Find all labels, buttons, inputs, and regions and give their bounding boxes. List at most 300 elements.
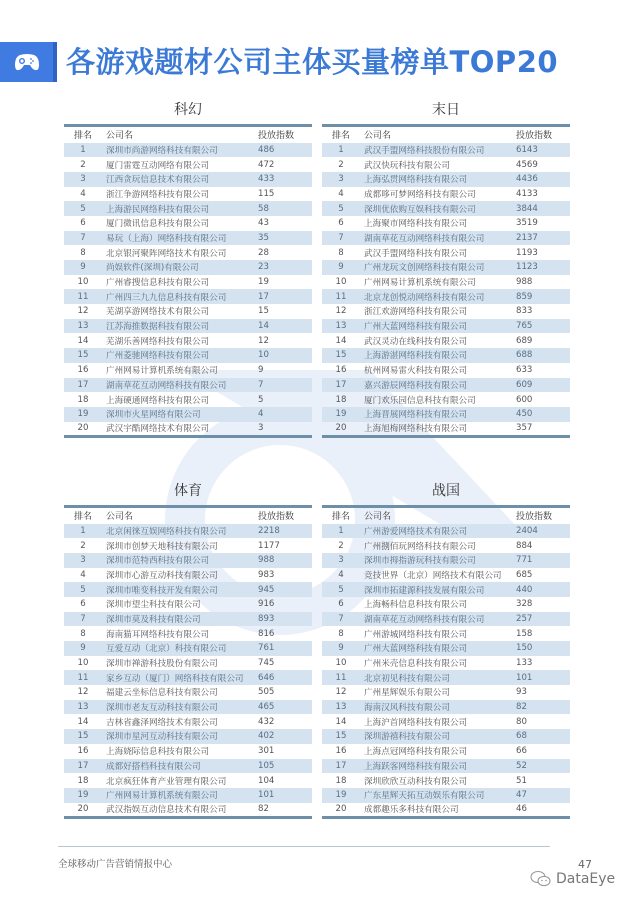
table-row [64, 392, 312, 407]
table-row [64, 538, 312, 553]
table-row [64, 348, 312, 363]
rank-cell: 12 [77, 306, 89, 317]
table-row [322, 524, 570, 539]
index-cell: 505 [258, 687, 275, 698]
table-row [322, 670, 570, 685]
index-cell: 884 [516, 540, 533, 551]
column-header-company: 公司名 [364, 512, 392, 523]
index-cell: 5 [258, 394, 264, 405]
rank-cell: 19 [64, 407, 102, 422]
panel-title: 战国 [432, 483, 460, 499]
table-row [322, 568, 570, 583]
rank-cell: 11 [322, 289, 360, 304]
company-cell: 广州四三九九信息科技有限公司 [102, 289, 254, 304]
index-cell: 23 [254, 260, 312, 275]
table-row [64, 304, 312, 319]
table-row [64, 656, 312, 671]
company-cell: 芜湖乐善网络科技有限公司 [106, 336, 210, 347]
company-cell: 杭州网易雷火科技有限公司 [364, 366, 468, 377]
index-cell: 9 [258, 365, 264, 376]
rank-cell: 11 [322, 670, 360, 685]
table-row [64, 363, 312, 378]
rank-cell: 9 [64, 260, 102, 275]
rank-cell: 10 [335, 658, 347, 669]
table-row [322, 759, 570, 774]
table-row [64, 685, 312, 700]
table-row [64, 260, 312, 275]
rank-cell: 13 [322, 700, 360, 715]
table-row [322, 143, 570, 158]
index-cell: 105 [254, 759, 312, 774]
company-cell: 厦门雷霆互动网络有限公司 [106, 160, 210, 171]
company-cell: 竞技世界（北京）网络技术有限公司 [364, 570, 502, 581]
table-row [64, 641, 312, 656]
table-row [322, 201, 570, 216]
rank-cell: 12 [77, 687, 89, 698]
rank-cell: 14 [77, 716, 89, 727]
index-cell: 761 [254, 641, 312, 656]
table-row [322, 407, 570, 422]
rank-cell: 4 [338, 188, 344, 199]
index-cell: 7 [254, 378, 312, 393]
rank-cell: 5 [64, 582, 102, 597]
company-cell: 上海聚市网络科技有限公司 [364, 219, 468, 230]
index-cell: 58 [254, 201, 312, 216]
company-cell: 武汉手盟网络科技有限公司 [364, 248, 468, 259]
company-cell: 浙江争游网络科技有限公司 [106, 189, 210, 200]
index-cell: 1123 [512, 260, 570, 275]
company-cell: 深圳市莫及科技有限公司 [102, 612, 254, 627]
rank-cell: 3 [64, 172, 102, 187]
index-cell: 402 [254, 729, 312, 744]
rank-cell: 20 [335, 423, 347, 434]
table-row [64, 157, 312, 172]
table-row [322, 553, 570, 568]
rank-cell: 1 [322, 143, 360, 158]
company-cell: 深圳市星河互动科技有限公司 [102, 729, 254, 744]
rank-cell: 9 [64, 641, 102, 656]
rank-cell: 6 [338, 599, 344, 610]
rank-cell: 16 [335, 365, 347, 376]
table-row [64, 524, 312, 539]
rank-cell: 2 [338, 159, 344, 170]
panel-title: 科幻 [174, 102, 202, 118]
rank-cell: 15 [322, 348, 360, 363]
company-cell: 广州捌佰玩网络科技有限公司 [364, 541, 476, 552]
index-cell: 4133 [516, 188, 538, 199]
rank-cell: 10 [77, 658, 89, 669]
table-row [322, 216, 570, 231]
index-cell: 1177 [258, 540, 280, 551]
table-row [322, 260, 570, 275]
index-cell: 52 [512, 759, 570, 774]
ranking-table [64, 505, 312, 819]
company-cell: 互爱互动（北京）科技有限公司 [102, 641, 254, 656]
company-cell: 深圳市火星网络有限公司 [102, 407, 254, 422]
rank-cell: 12 [335, 306, 347, 317]
company-cell: 深圳市尚游网络科技有限公司 [102, 143, 254, 158]
index-cell: 115 [258, 188, 275, 199]
company-cell: 深圳市唯变科技开发有限公司 [102, 582, 254, 597]
company-cell: 福建云坐标信息科技有限公司 [106, 688, 218, 699]
company-cell: 深圳市老友互动科技有限公司 [102, 700, 254, 715]
rank-cell: 6 [80, 599, 86, 610]
index-cell: 988 [254, 553, 312, 568]
table-row [322, 319, 570, 334]
gamepad-icon [14, 52, 40, 72]
company-cell: 厦门欢乐园信息科技有限公司 [364, 395, 476, 406]
rank-cell: 7 [322, 612, 360, 627]
rank-cell: 5 [64, 201, 102, 216]
index-cell: 486 [254, 143, 312, 158]
rank-cell: 7 [64, 231, 102, 246]
ranking-panel-doomsday [322, 100, 570, 438]
index-cell: 893 [254, 612, 312, 627]
column-header-rank: 排名 [331, 512, 350, 523]
company-cell: 广州龙玩文创网络科技有限公司 [360, 260, 512, 275]
company-cell: 深圳市望尘科技有限公司 [106, 600, 201, 611]
table-row [64, 700, 312, 715]
company-cell: 上海游民网络科技有限公司 [102, 201, 254, 216]
company-cell: 尚娱软件(深圳)有限公司 [102, 260, 254, 275]
table-row [322, 245, 570, 260]
rank-cell: 16 [335, 746, 347, 757]
rank-cell: 16 [77, 746, 89, 757]
index-cell: 688 [512, 348, 570, 363]
index-cell: 15 [258, 306, 269, 317]
ranking-panel-scifi [64, 100, 312, 438]
page-header [0, 42, 640, 82]
ranking-panel-warring_states [322, 481, 570, 819]
index-cell: 66 [516, 746, 527, 757]
table-row [322, 729, 570, 744]
table-row [322, 172, 570, 187]
page-number: 47 [578, 858, 592, 871]
company-cell: 海南猫耳网络科技有限公司 [106, 629, 210, 640]
index-cell: 1193 [516, 247, 538, 258]
index-cell: 983 [258, 569, 275, 580]
rank-cell: 20 [335, 804, 347, 815]
ranking-panel-sports [64, 481, 312, 819]
company-cell: 芜湖享游网络技术有限公司 [106, 307, 210, 318]
table-row [322, 612, 570, 627]
company-cell: 海南汉风科技有限公司 [360, 700, 512, 715]
rank-cell: 13 [64, 319, 102, 334]
footer-source: 全球移动广告营销情报中心 [58, 859, 173, 870]
ranking-table [322, 124, 570, 438]
index-cell: 988 [516, 277, 533, 288]
column-header-company: 公司名 [106, 131, 134, 142]
company-cell: 湖南草花互动网络科技有限公司 [102, 378, 254, 393]
rank-cell: 19 [322, 788, 360, 803]
company-cell: 深圳市创梦天地科技有限公司 [106, 541, 218, 552]
company-cell: 武汉手盟网络科技股份有限公司 [360, 143, 512, 158]
column-header-index: 投放指数 [516, 512, 553, 523]
company-cell: 北京龙创悦动网络科技有限公司 [360, 289, 512, 304]
table-row [64, 568, 312, 583]
table-row [64, 216, 312, 231]
rank-cell: 2 [80, 540, 86, 551]
rank-cell: 4 [338, 569, 344, 580]
index-cell: 68 [512, 729, 570, 744]
index-cell: 12 [258, 335, 269, 346]
table-row [322, 641, 570, 656]
company-cell: 成都哆可梦网络科技有限公司 [364, 189, 476, 200]
table-row [64, 289, 312, 304]
company-cell: 湖南草花互动网络科技有限公司 [360, 612, 512, 627]
table-row [64, 788, 312, 803]
company-cell: 北京初见科技有限公司 [360, 670, 512, 685]
rank-cell: 8 [338, 628, 344, 639]
rank-cell: 20 [77, 804, 89, 815]
rank-cell: 15 [322, 729, 360, 744]
column-header-rank: 排名 [331, 131, 350, 142]
company-cell: 吉林省鑫泽网络技术有限公司 [106, 717, 218, 728]
index-cell: 82 [258, 804, 269, 815]
table-header-row [322, 507, 570, 524]
index-cell: 80 [516, 716, 527, 727]
table-row [64, 729, 312, 744]
index-cell: 945 [254, 582, 312, 597]
company-cell: 广州睿搜信息科技有限公司 [106, 278, 210, 289]
index-cell: 357 [516, 423, 533, 434]
table-header-row [322, 126, 570, 143]
index-cell: 328 [516, 599, 533, 610]
company-cell: 深圳市拇指游玩科技有限公司 [360, 553, 512, 568]
rank-cell: 14 [335, 335, 347, 346]
index-cell: 101 [512, 670, 570, 685]
table-row [322, 378, 570, 393]
rank-cell: 8 [80, 628, 86, 639]
table-row [322, 744, 570, 759]
table-row [322, 333, 570, 348]
company-cell: 广州游城网络科技有限公司 [364, 629, 468, 640]
rank-cell: 18 [335, 394, 347, 405]
index-cell: 3519 [516, 218, 538, 229]
table-row [322, 187, 570, 202]
index-cell: 440 [512, 582, 570, 597]
index-cell: 433 [254, 172, 312, 187]
index-cell: 101 [254, 788, 312, 803]
index-cell: 771 [512, 553, 570, 568]
company-cell: 广州网易计算机系统有限公司 [106, 366, 218, 377]
company-cell: 深圳市范特西科技有限公司 [102, 553, 254, 568]
table-row [64, 714, 312, 729]
index-cell: 646 [254, 670, 312, 685]
company-cell: 广州菱驰网络科技有限公司 [102, 348, 254, 363]
rank-cell: 7 [64, 612, 102, 627]
ranking-table [322, 505, 570, 819]
company-cell: 易玩（上海）网络科技有限公司 [102, 231, 254, 246]
table-row [322, 788, 570, 803]
table-row [322, 157, 570, 172]
brand-name: DataEye [556, 871, 616, 887]
table-row [322, 656, 570, 671]
company-cell: 成都趣乐多科技有限公司 [364, 805, 459, 816]
index-cell: 833 [516, 306, 533, 317]
rank-cell: 17 [322, 378, 360, 393]
footer-divider [58, 846, 550, 847]
table-row [64, 201, 312, 216]
rank-cell: 19 [64, 788, 102, 803]
table-row [322, 392, 570, 407]
rank-cell: 1 [64, 524, 102, 539]
index-cell: 600 [516, 394, 533, 405]
rank-cell: 1 [322, 524, 360, 539]
rank-cell: 17 [64, 759, 102, 774]
rank-cell: 7 [322, 231, 360, 246]
index-cell: 301 [258, 746, 275, 757]
rank-cell: 15 [64, 729, 102, 744]
company-cell: 广州米壳信息科技有限公司 [364, 659, 468, 670]
company-cell: 家乡互动（厦门）网络科技有限公司 [102, 670, 254, 685]
index-cell: 3844 [512, 201, 570, 216]
table-row [64, 582, 312, 597]
rank-cell: 6 [80, 218, 86, 229]
index-cell: 859 [512, 289, 570, 304]
index-cell: 432 [258, 716, 275, 727]
index-cell: 43 [258, 218, 269, 229]
index-cell: 609 [512, 378, 570, 393]
table-row [64, 612, 312, 627]
table-row [64, 319, 312, 334]
index-cell: 765 [512, 319, 570, 334]
company-cell: 深圳优依购互娱科技有限公司 [360, 201, 512, 216]
rank-cell: 9 [322, 641, 360, 656]
table-row [322, 275, 570, 290]
company-cell: 成都好搭档科技有限公司 [102, 759, 254, 774]
rank-cell: 18 [77, 775, 89, 786]
company-cell: 北京疯狂体育产业管理有限公司 [106, 776, 227, 787]
company-cell: 厦门微讯信息科技有限公司 [106, 219, 210, 230]
index-cell: 82 [512, 700, 570, 715]
company-cell: 上海点冠网络科技有限公司 [364, 747, 468, 758]
company-cell: 嘉兴游辰网络科技有限公司 [360, 378, 512, 393]
company-cell: 广州大蓝网络科技有限公司 [360, 641, 512, 656]
company-cell: 上海游湛网络科技有限公司 [360, 348, 512, 363]
index-cell: 916 [258, 599, 275, 610]
company-cell: 广州游爱网络技术有限公司 [360, 524, 512, 539]
table-row [64, 407, 312, 422]
rank-cell: 13 [64, 700, 102, 715]
table-row [64, 744, 312, 759]
table-row [64, 626, 312, 641]
table-header-row [64, 126, 312, 143]
table-row [64, 670, 312, 685]
rank-cell: 2 [80, 159, 86, 170]
column-header-index: 投放指数 [516, 131, 553, 142]
company-cell: 上海娆际信息科技有限公司 [106, 747, 210, 758]
company-cell: 北京银河聚阵网络技术有限公司 [106, 248, 227, 259]
table-row [64, 187, 312, 202]
table-row [322, 304, 570, 319]
company-cell: 广州大蓝网络科技有限公司 [360, 319, 512, 334]
table-row [322, 626, 570, 641]
rank-cell: 10 [77, 277, 89, 288]
table-row [322, 422, 570, 437]
index-cell: 816 [258, 628, 275, 639]
index-cell: 28 [258, 247, 269, 258]
company-cell: 武汉宇酷网络技术有限公司 [106, 424, 210, 435]
index-cell: 4 [254, 407, 312, 422]
table-row [64, 245, 312, 260]
table-row [64, 422, 312, 437]
table-row [322, 773, 570, 788]
company-cell: 武汉快玩科技有限公司 [364, 160, 450, 171]
rank-cell: 11 [64, 289, 102, 304]
company-cell: 上海跃客网络科技有限公司 [360, 759, 512, 774]
rank-cell: 10 [335, 277, 347, 288]
rank-cell: 17 [322, 759, 360, 774]
company-cell: 广东星辉天拓互动娱乐有限公司 [360, 788, 512, 803]
company-cell: 深圳市拓建源科技发展有限公司 [360, 582, 512, 597]
rank-cell: 20 [77, 423, 89, 434]
index-cell: 10 [254, 348, 312, 363]
company-cell: 深圳市禅游科技股份有限公司 [106, 659, 218, 670]
rank-cell: 5 [322, 201, 360, 216]
table-row [64, 773, 312, 788]
table-row [322, 714, 570, 729]
panel-title: 末日 [432, 102, 460, 118]
brand-watermark [530, 870, 615, 888]
company-cell: 武汉灵动在线科技有限公司 [364, 336, 468, 347]
company-cell: 深圳欣欣互动科技有限公司 [364, 776, 468, 787]
index-cell: 2218 [254, 524, 312, 539]
table-row [64, 378, 312, 393]
rank-cell: 6 [338, 218, 344, 229]
index-cell: 2137 [512, 231, 570, 246]
table-row [322, 538, 570, 553]
rank-cell: 4 [80, 188, 86, 199]
rank-cell: 1 [64, 143, 102, 158]
company-cell: 江苏海推数据科技有限公司 [102, 319, 254, 334]
table-row [322, 582, 570, 597]
column-header-company: 公司名 [364, 131, 392, 142]
index-cell: 633 [516, 365, 533, 376]
index-cell: 35 [254, 231, 312, 246]
table-row [64, 803, 312, 818]
index-cell: 472 [258, 159, 275, 170]
ranking-table [64, 124, 312, 438]
table-row [322, 803, 570, 818]
company-cell: 武汉指娱互动信息技术有限公司 [106, 805, 227, 816]
company-cell: 湖南草花互动网络科技有限公司 [360, 231, 512, 246]
wechat-icon [530, 870, 552, 888]
rank-cell: 16 [77, 365, 89, 376]
company-cell: 深圳市心游互动科技有限公司 [106, 570, 218, 581]
table-row [322, 231, 570, 246]
table-row [64, 231, 312, 246]
company-cell: 上海畅科信息科技有限公司 [364, 600, 468, 611]
index-cell: 2404 [512, 524, 570, 539]
column-header-index: 投放指数 [258, 512, 295, 523]
company-cell: 上海沪首网络科技有限公司 [364, 717, 468, 728]
index-cell: 685 [516, 569, 533, 580]
rank-cell: 8 [80, 247, 86, 258]
rank-cell: 12 [335, 687, 347, 698]
company-cell: 浙江欢游网络科技有限公司 [364, 307, 468, 318]
table-row [322, 685, 570, 700]
column-header-rank: 排名 [73, 131, 92, 142]
table-row [64, 172, 312, 187]
table-row [64, 143, 312, 158]
page-title: 各游戏题材公司主体买量榜单TOP20 [66, 45, 559, 79]
table-header-row [64, 507, 312, 524]
index-cell: 133 [516, 658, 533, 669]
index-cell: 51 [516, 775, 527, 786]
rank-cell: 14 [335, 716, 347, 727]
index-cell: 19 [258, 277, 269, 288]
